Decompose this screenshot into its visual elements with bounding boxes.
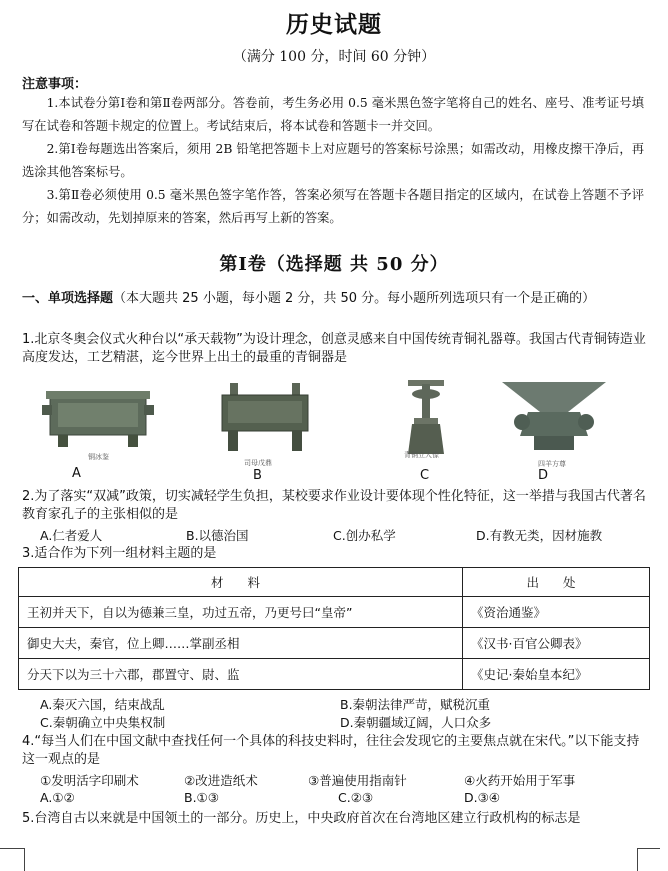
simuwu-ding-image xyxy=(210,381,320,459)
table-cell-source: 《汉书·百官公卿表》 xyxy=(463,628,650,659)
table-row xyxy=(19,597,650,628)
q3-option-c[interactable]: C.秦朝确立中央集权制 xyxy=(40,715,166,730)
q3-option-b[interactable]: B.秦朝法律严苛，赋税沉重 xyxy=(340,697,491,712)
four-sheep-zun-image xyxy=(498,378,610,460)
image-caption-c: 青铜立人像 xyxy=(404,451,439,459)
q2-option-b[interactable]: B.以德治国 xyxy=(186,528,249,543)
table-row xyxy=(19,628,650,659)
material-table xyxy=(18,567,650,690)
part-label: 一、单项选择题 xyxy=(22,291,114,306)
image-caption-b: 司母戊鼎 xyxy=(244,459,272,467)
table-row xyxy=(19,659,650,690)
q3-option-d[interactable]: D.秦朝疆域辽阔，人口众多 xyxy=(340,715,492,730)
crop-mark-right xyxy=(637,848,660,871)
table-cell-material: 御史大夫，秦官，位上卿……掌副丞相 xyxy=(19,628,463,659)
crop-mark-left xyxy=(0,848,25,871)
q4-item: ①发明活字印刷术 xyxy=(40,773,139,788)
notice-item: 2.第Ⅰ卷每题选出答案后，须用 2B 铅笔把答题卡上对应题号的答案标号涂黑；如需改动，用橡皮擦干净后，再选涂其他答案标号。 xyxy=(22,142,644,179)
table-cell-source: 《资治通鉴》 xyxy=(463,597,650,628)
image-caption-a: 铜冰鉴 xyxy=(88,453,109,461)
notice-heading: 注意事项： xyxy=(22,77,88,92)
q4-option-b[interactable]: B.①③ xyxy=(184,790,219,805)
q4-item: ④火药开始用于军事 xyxy=(464,773,576,788)
question-3-stem: 3.适合作为下列一组材料主题的是 xyxy=(22,546,217,561)
image-letter-c: C xyxy=(420,468,430,483)
image-caption-d: 四羊方尊 xyxy=(538,460,566,468)
page-subtitle: （满分 100 分，时间 60 分钟） xyxy=(232,49,436,65)
part-description: （本大题共 25 小题，每小题 2 分，共 50 分。每小题所列选项只有一个是正确的） xyxy=(113,291,596,306)
table-cell-source: 《史记·秦始皇本纪》 xyxy=(463,659,650,690)
table-header-material: 材 料 xyxy=(19,568,463,597)
table-cell-material: 王初并天下，自以为德兼三皇，功过五帝，乃更号曰“皇帝” xyxy=(19,597,463,628)
table-cell-material: 分天下以为三十六郡，郡置守、尉、监 xyxy=(19,659,463,690)
question-5-stem: 5.台湾自古以来就是中国领土的一部分。历史上，中央政府首次在台湾地区建立行政机构的标志是 xyxy=(22,811,581,826)
q2-option-d[interactable]: D.有教无类，因材施教 xyxy=(476,528,603,543)
image-letter-d: D xyxy=(538,468,549,483)
question-2-stem: 2.为了落实“双减”政策，切实减轻学生负担，某校要求作业设计要体现个性化特征，这一举措与我国古代著名教育家孔子的主张相似的是 xyxy=(22,489,646,522)
image-letter-b: B xyxy=(253,468,262,483)
q3-option-a[interactable]: A.秦灭六国，结束战乱 xyxy=(40,697,165,712)
page-title: 历史试题 xyxy=(286,11,382,38)
image-letter-a: A xyxy=(72,466,81,481)
q2-option-c[interactable]: C.创办私学 xyxy=(333,528,396,543)
section-title: 第Ⅰ卷（选择题 共 50 分） xyxy=(219,254,449,275)
q4-item: ②改进造纸术 xyxy=(184,773,258,788)
notice-item: 1.本试卷分第Ⅰ卷和第Ⅱ卷两部分。答卷前，考生务必用 0.5 毫米黑色签字笔将自己的姓名、座号、准考证号填写在试卷和答题卡规定的位置上。考试结束后，将本试卷和答题卡一并交回。 xyxy=(22,96,644,133)
bronze-ice-jian-image xyxy=(38,381,158,455)
table-header-row xyxy=(19,568,650,597)
q4-option-c[interactable]: C.②③ xyxy=(338,790,374,805)
notice-list xyxy=(22,92,644,230)
q4-item: ③普遍使用指南针 xyxy=(308,773,407,788)
question-1-stem: 1.北京冬奥会仪式火种台以“承天载物”为设计理念，创意灵感来自中国传统青铜礼器尊。我国古代青铜铸造业高度发达，工艺精湛，迄今世界上出土的最重的青铜器是 xyxy=(22,332,646,365)
q4-option-a[interactable]: A.①② xyxy=(40,790,75,805)
part-instructions xyxy=(22,290,646,308)
question-4-stem: 4.“每当人们在中国文献中查找任何一个具体的科技史料时，往往会发现它的主要焦点就在宋代。”以下能支持这一观点的是 xyxy=(22,734,640,767)
table-header-source: 出 处 xyxy=(463,568,650,597)
q4-option-d[interactable]: D.③④ xyxy=(464,790,501,805)
notice-item: 3.第Ⅱ卷必须使用 0.5 毫米黑色签字笔作答，答案必须写在答题卡各题目指定的区域内，在试卷上答题不予评分；如需改动，先划掉原来的答案，然后再写上新的答案。 xyxy=(22,188,644,225)
q2-option-a[interactable]: A.仁者爱人 xyxy=(40,528,103,543)
